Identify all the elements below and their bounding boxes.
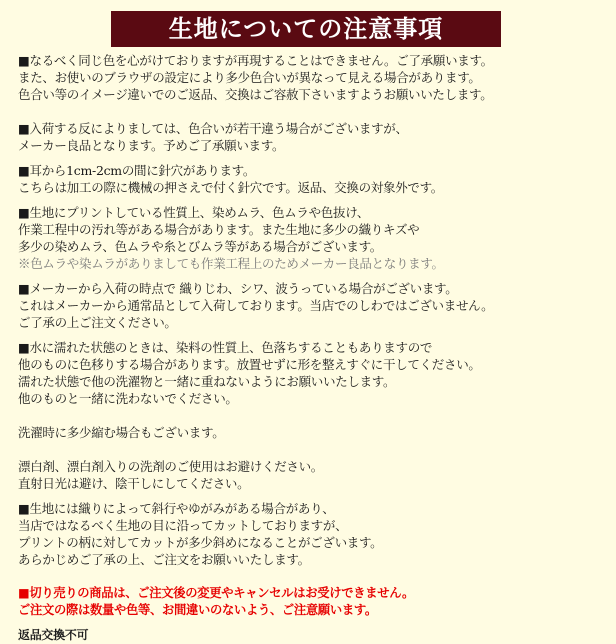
notice-line: 色合い等のイメージ違いでのご返品、交換はご容赦下さいますようお願いいたします。 (18, 87, 493, 102)
notice-color-reproduction (18, 52, 608, 103)
notice-line: あらかじめご了承の上、ご注文をお願いいたします。 (18, 552, 310, 567)
notice-line: 洗濯時に多少縮む場合もございます。 (18, 425, 225, 440)
notice-line: 他のものに色移りする場合があります。放置せずに形を整えすぐに干してください。 (18, 357, 481, 372)
notice-line: 直射日光は避け、陰干しにしてください。 (18, 476, 250, 491)
notice-line: これはメーカーから通常品として入荷しております。当店でのしわではございません。 (18, 298, 494, 313)
notice-line: 作業工程中の汚れ等がある場合があります。また生地に多少の織りキズや (18, 222, 420, 237)
notice-lot-color (18, 120, 608, 154)
notice-line: 漂白剤、漂白剤入りの洗剤のご使用はお避けください。 (18, 459, 324, 474)
notice-needle-holes (18, 162, 608, 196)
page-title: 生地についての注意事項 (111, 11, 501, 47)
notice-line: ■入荷する反によりましては、色合いが若干違う場合がございますが、 (18, 121, 408, 136)
notice-bleach-sunlight (18, 458, 608, 492)
warning-line: ご注文の際は数量や色等、お間違いのないよう、ご注意願います。 (18, 603, 377, 617)
notice-content (18, 52, 608, 644)
notice-line: 多少の染めムラ、色ムラや糸とびムラ等がある場合がございます。 (18, 239, 383, 254)
notice-line: 濡れた状態で他の洗濯物と一緒に重ねないようにお願いいたします。 (18, 374, 396, 389)
notice-line: ■水に濡れた状態のときは、染料の性質上、色落ちすることもありますので (18, 340, 433, 355)
notice-line: ■なるべく同じ色を心がけておりますが再現することはできません。ご了承願います。 (18, 53, 493, 68)
notice-line: 当店ではなるべく生地の目に沿ってカットしておりますが、 (18, 518, 348, 533)
notice-line: 他のものと一緒に洗わないでください。 (18, 391, 238, 406)
notice-wrinkles (18, 280, 608, 331)
notice-line: ■生地にプリントしている性質上、染めムラ、色ムラや色抜け、 (18, 205, 370, 220)
notice-line: ご了承の上ご注文ください。 (18, 315, 177, 330)
notice-print-defects (18, 204, 608, 272)
notice-line: プリントの柄に対してカットが多少斜めになることがございます。 (18, 535, 383, 550)
warning-line: ■切り売りの商品は、ご注文後の変更やキャンセルはお受けできません。 (18, 586, 414, 600)
notice-shrinkage (18, 424, 608, 441)
no-return-label: 返品交換不可 (18, 628, 89, 642)
notice-skew (18, 500, 608, 568)
notice-line: ■耳から1cm-2cmの間に針穴があります。 (18, 163, 256, 178)
notice-line: ■生地には織りによって斜行やゆがみがある場合があり、 (18, 501, 335, 516)
notice-line: ■メーカーから入荷の時点で 織りじわ、シワ、波うっている場合がございます。 (18, 281, 458, 296)
notice-note: ※色ムラや染ムラがありましても作業工程上のためメーカー良品となります。 (18, 256, 444, 271)
notice-line: メーカー良品となります。予めご了承願います。 (18, 138, 285, 153)
warning-block (18, 585, 608, 619)
notice-color-bleeding (18, 339, 608, 407)
notice-line: こちらは加工の際に機械の押さえで付く針穴です。返品、交換の対象外です。 (18, 180, 444, 195)
notice-line: また、お使いのブラウザの設定により多少色合いが異なって見える場合があります。 (18, 70, 481, 85)
